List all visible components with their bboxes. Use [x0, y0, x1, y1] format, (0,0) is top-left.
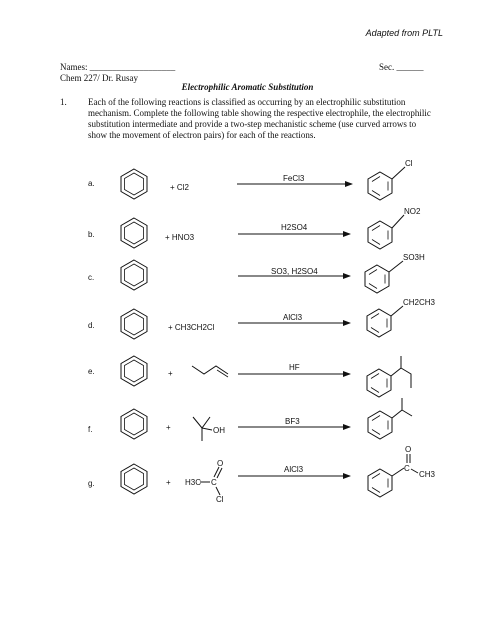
- benzene-reactant-d: [121, 309, 147, 339]
- acetyl-chloride-reactant: [185, 459, 224, 504]
- product-label-a: Cl: [405, 159, 413, 168]
- question-text: Each of the following reactions is classified as occurring by an electrophilic substitution mechanism. Complete the following table showing the respective electrophile, the electrophilic substitution intermediate and provide a two-step mechanistic scheme (use curved arrows to show the movement of electron pairs) for each of the reactions.: [88, 97, 431, 140]
- isopropanol-reactant: [193, 417, 225, 441]
- product-label-c: SO3H: [403, 253, 425, 262]
- benzene-reactant-e: [121, 356, 147, 386]
- reaction-f: [88, 398, 412, 441]
- product-e: [367, 356, 411, 397]
- oh-label: OH: [213, 426, 225, 435]
- question-number: 1.: [60, 97, 67, 107]
- conditions-b: H2SO4: [281, 223, 308, 232]
- benzene-reactant-g: [121, 464, 147, 494]
- butene-reactant: [192, 366, 228, 377]
- benzene-reactant-b: [121, 218, 147, 248]
- reaction-a: [88, 159, 413, 200]
- conditions-f: BF3: [285, 417, 300, 426]
- product-d: [367, 298, 436, 337]
- names-field: Names: ___________________: [60, 62, 176, 72]
- reaction-letter-b: b.: [88, 230, 95, 239]
- reaction-letter-g: g.: [88, 479, 95, 488]
- reagent-b: + HNO3: [165, 233, 195, 242]
- reagent-e: +: [168, 369, 173, 378]
- reaction-d: [88, 298, 436, 339]
- conditions-c: SO3, H2SO4: [271, 267, 318, 276]
- product-carbonyl-c: C: [404, 464, 410, 473]
- reagent-a: + Cl2: [170, 183, 189, 192]
- reagent-d: + CH3CH2Cl: [168, 323, 215, 332]
- reaction-letter-e: e.: [88, 367, 95, 376]
- reagent-g: +: [166, 478, 171, 487]
- header-note: Adapted from PLTL: [365, 28, 443, 38]
- benzene-reactant-a: [121, 169, 147, 199]
- product-c: [365, 253, 425, 293]
- conditions-a: FeCl3: [283, 174, 305, 183]
- product-carbonyl-o: O: [405, 445, 412, 454]
- product-label-d: CH2CH3: [403, 298, 436, 307]
- conditions-g: AlCl3: [284, 465, 304, 474]
- course-line: Chem 227/ Dr. Rusay: [60, 73, 138, 83]
- reaction-letter-a: a.: [88, 179, 95, 188]
- h3c-label: H3C: [185, 478, 202, 487]
- section-field: Sec. ______: [379, 62, 424, 72]
- reaction-letter-f: f.: [88, 425, 93, 434]
- page-title: Electrophilic Aromatic Substitution: [181, 82, 314, 92]
- reaction-b: [88, 207, 421, 249]
- product-label-g: CH3: [419, 470, 436, 479]
- carbonyl-o-label: O: [217, 459, 224, 468]
- reagent-f: +: [166, 423, 171, 432]
- conditions-d: AlCl3: [283, 313, 303, 322]
- product-g: [368, 445, 436, 497]
- conditions-e: HF: [289, 363, 300, 372]
- reaction-letter-c: c.: [88, 273, 95, 282]
- reaction-e: [88, 356, 411, 397]
- carbonyl-c-label: C: [211, 478, 217, 487]
- benzene-reactant-c: [121, 260, 147, 290]
- reaction-letter-d: d.: [88, 321, 95, 330]
- product-label-b: NO2: [404, 207, 421, 216]
- chloride-label: Cl: [216, 495, 224, 504]
- benzene-reactant-f: [121, 409, 147, 439]
- product-a: [368, 159, 413, 200]
- reaction-c: [88, 253, 425, 293]
- product-b: [368, 207, 421, 249]
- product-f: [368, 398, 412, 439]
- reaction-g: [88, 445, 436, 504]
